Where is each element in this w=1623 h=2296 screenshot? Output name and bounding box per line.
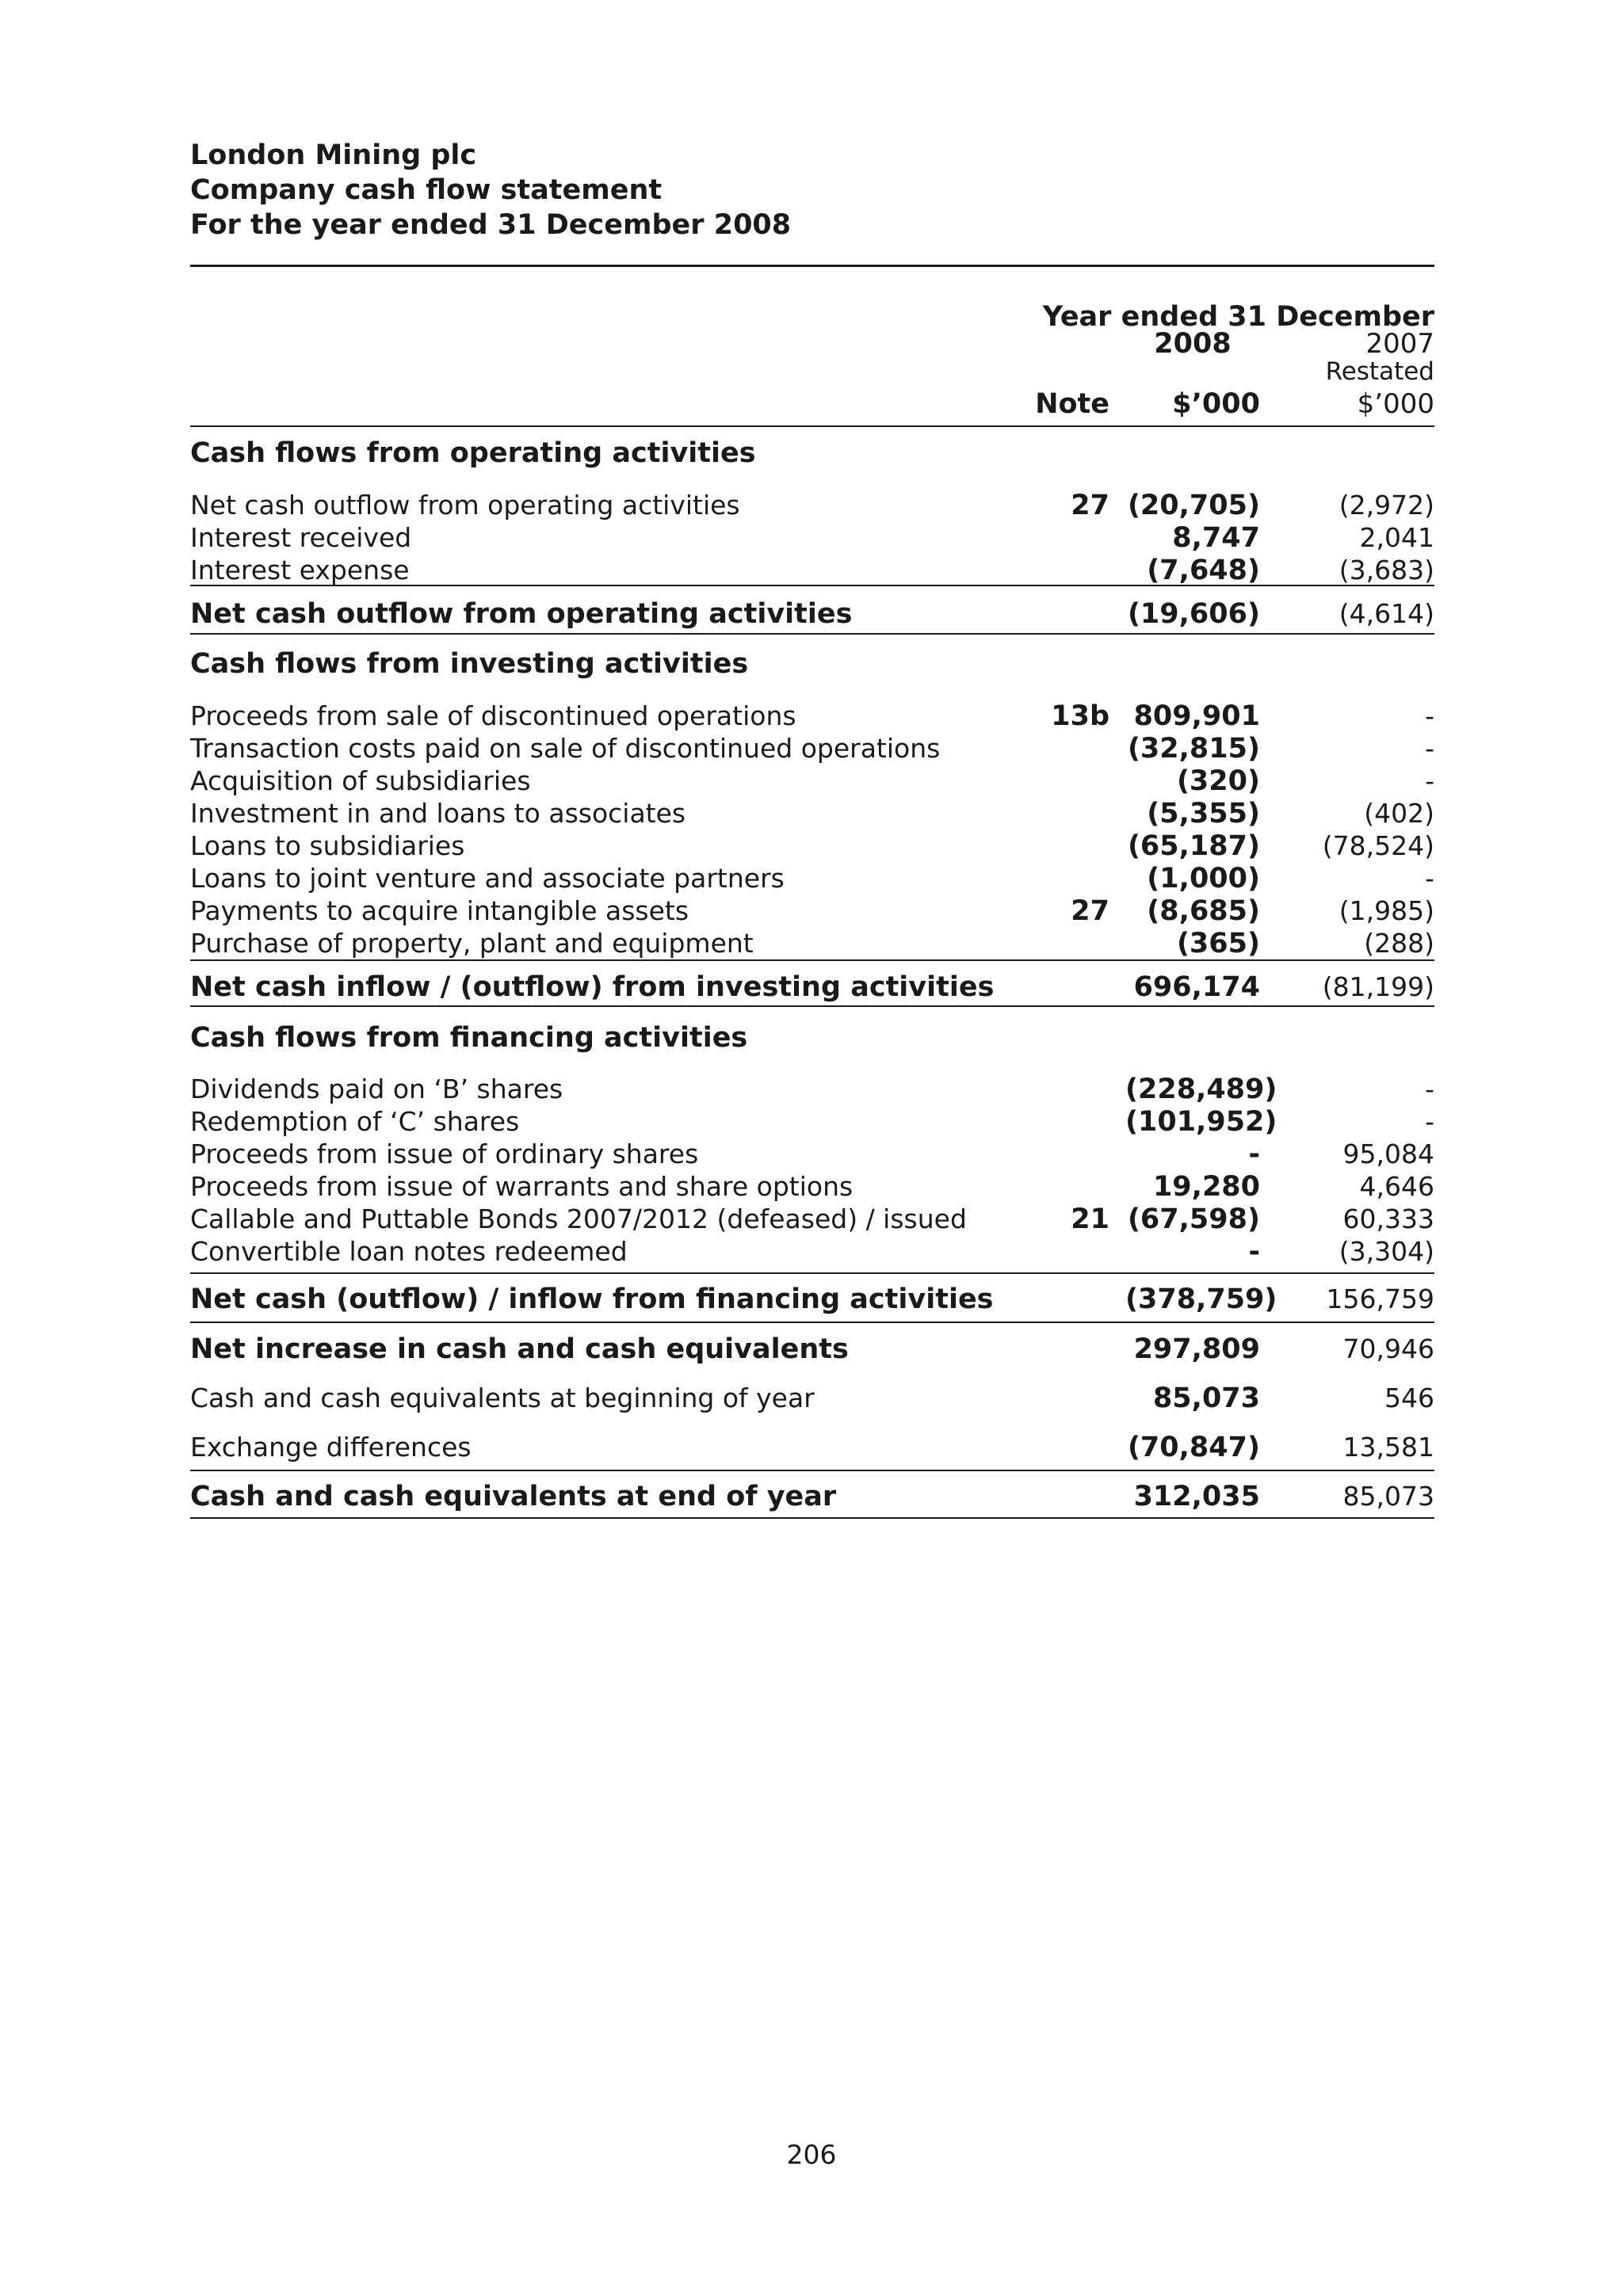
- value-2007: (402): [1364, 798, 1434, 829]
- table-row: [190, 554, 1442, 587]
- section-heading-row: [190, 1021, 1442, 1055]
- value-2008: (65,187): [1127, 830, 1260, 862]
- row-label: Cash flows from financing activities: [190, 1022, 748, 1054]
- row-label: Cash flows from operating activities: [190, 437, 756, 469]
- row-label: Dividends paid on ‘B’ shares: [190, 1074, 563, 1104]
- section-heading-row: [190, 647, 1442, 681]
- value-2007: (2,972): [1338, 490, 1434, 521]
- row-label: Cash and cash equivalents at beginning of year: [190, 1383, 815, 1413]
- note-heading: Note: [1035, 388, 1109, 420]
- value-2007: 95,084: [1342, 1138, 1434, 1169]
- value-2007: 156,759: [1326, 1283, 1434, 1314]
- page-number: 206: [786, 2139, 837, 2170]
- value-2007: 2,041: [1359, 522, 1434, 553]
- row-label: Convertible loan notes redeemed: [190, 1236, 628, 1267]
- row-label: Loans to joint venture and associate partners: [190, 863, 785, 894]
- value-2007: -: [1425, 700, 1434, 731]
- row-divider: [190, 585, 1434, 586]
- value-2007: 4,646: [1359, 1171, 1434, 1202]
- value-2008: 19,280: [1152, 1171, 1260, 1203]
- row-note: 13b: [1051, 700, 1109, 732]
- value-2008: (228,489): [1125, 1074, 1277, 1105]
- row-label: Cash and cash equivalents at end of year: [190, 1481, 837, 1512]
- value-2007: (3,304): [1338, 1236, 1434, 1267]
- table-row: [190, 1382, 1442, 1415]
- table-row: [190, 862, 1442, 895]
- value-2008: (20,705): [1127, 490, 1260, 521]
- row-label: Interest received: [190, 522, 412, 553]
- unit-current-heading: $’000: [1172, 388, 1260, 420]
- row-label: Loans to subsidiaries: [190, 830, 465, 861]
- row-divider: [190, 1470, 1434, 1471]
- row-divider: [190, 959, 1434, 961]
- value-2007: -: [1425, 1106, 1434, 1137]
- value-2008: (19,606): [1127, 598, 1260, 630]
- table-row: [190, 894, 1442, 928]
- row-label: Net cash inflow / (outflow) from investing activities: [190, 971, 995, 1003]
- statement-title: Company cash flow statement: [190, 174, 663, 206]
- table-row: [190, 489, 1442, 522]
- row-label: Cash flows from investing activities: [190, 648, 749, 680]
- value-2007: -: [1425, 733, 1434, 764]
- row-label: Proceeds from issue of warrants and share options: [190, 1171, 854, 1202]
- header-divider: [190, 265, 1434, 267]
- row-label: Net cash outflow from operating activities: [190, 490, 740, 521]
- row-divider: [190, 1517, 1434, 1519]
- value-2007: 13,581: [1342, 1432, 1434, 1463]
- row-divider: [190, 633, 1434, 635]
- row-note: 21: [1071, 1203, 1109, 1235]
- value-2007: -: [1425, 1074, 1434, 1104]
- value-2008: 809,901: [1133, 700, 1260, 732]
- table-row: [190, 521, 1442, 555]
- row-label: Investment in and loans to associates: [190, 798, 686, 829]
- value-2007: 70,946: [1342, 1333, 1434, 1364]
- table-row: [190, 1203, 1442, 1236]
- statement-header: [190, 138, 791, 242]
- year-prior-heading: 2007: [1365, 328, 1434, 360]
- value-2008: (67,598): [1127, 1203, 1260, 1235]
- value-2008: (8,685): [1147, 895, 1260, 927]
- row-label: Net cash (outflow) / inflow from financing activities: [190, 1283, 994, 1315]
- table-row: [190, 1105, 1442, 1138]
- value-2008: (32,815): [1127, 733, 1260, 765]
- table-row: [190, 765, 1442, 798]
- value-2008: 297,809: [1133, 1333, 1260, 1365]
- table-row: [190, 700, 1442, 733]
- value-2008: -: [1248, 1138, 1260, 1170]
- value-2008: (5,355): [1147, 798, 1260, 830]
- value-2007: -: [1425, 863, 1434, 894]
- row-label: Proceeds from issue of ordinary shares: [190, 1138, 699, 1169]
- value-2007: 85,073: [1342, 1481, 1434, 1512]
- row-divider: [190, 1322, 1434, 1323]
- table-row: [190, 797, 1442, 830]
- table-row: [190, 927, 1442, 960]
- total-row: [190, 597, 1442, 631]
- row-label: Redemption of ‘C’ shares: [190, 1106, 520, 1137]
- row-label: Purchase of property, plant and equipment: [190, 928, 754, 959]
- year-current-heading: 2008: [1154, 328, 1232, 360]
- row-label: Net cash outflow from operating activities: [190, 598, 853, 630]
- value-2008: (365): [1176, 928, 1260, 959]
- statement-period: For the year ended 31 December 2008: [190, 209, 792, 241]
- table-row: [190, 732, 1442, 765]
- row-label: Net increase in cash and cash equivalents: [190, 1333, 849, 1365]
- row-divider: [190, 1005, 1434, 1007]
- row-label: Interest expense: [190, 555, 410, 585]
- table-row: [190, 1170, 1442, 1203]
- total-row: [190, 1283, 1442, 1316]
- row-note: 27: [1071, 490, 1109, 521]
- value-2008: 85,073: [1152, 1383, 1260, 1414]
- value-2008: 312,035: [1133, 1481, 1260, 1512]
- row-label: Exchange differences: [190, 1432, 472, 1463]
- value-2008: (7,648): [1147, 555, 1260, 586]
- row-label: Acquisition of subsidiaries: [190, 765, 531, 796]
- table-row: [190, 1073, 1442, 1106]
- table-row: [190, 830, 1442, 863]
- total-row: [190, 1480, 1442, 1513]
- section-heading-row: [190, 437, 1442, 470]
- value-2007: (78,524): [1322, 830, 1434, 861]
- row-label: Transaction costs paid on sale of discontinued operations: [190, 733, 941, 764]
- table-row: [190, 1431, 1442, 1464]
- value-2008: 696,174: [1133, 971, 1260, 1003]
- value-2008: (1,000): [1147, 863, 1260, 894]
- row-label: Callable and Puttable Bonds 2007/2012 (defeased) / issued: [190, 1203, 967, 1234]
- table-row: [190, 1138, 1442, 1171]
- value-2008: -: [1248, 1236, 1260, 1268]
- value-2007: (4,614): [1338, 598, 1434, 629]
- unit-prior-heading: $’000: [1357, 388, 1434, 420]
- total-row: [190, 971, 1442, 1004]
- row-note: 27: [1071, 895, 1109, 927]
- value-2008: (70,847): [1127, 1432, 1260, 1463]
- row-divider: [190, 1272, 1434, 1274]
- restated-label: Restated: [1325, 357, 1434, 386]
- value-2007: (1,985): [1338, 895, 1434, 926]
- value-2007: (81,199): [1322, 971, 1434, 1002]
- value-2007: (3,683): [1338, 555, 1434, 585]
- value-2008: 8,747: [1172, 522, 1260, 554]
- value-2007: 546: [1384, 1383, 1434, 1413]
- value-2008: (378,759): [1125, 1283, 1277, 1315]
- table-row: [190, 1235, 1442, 1268]
- value-2007: 60,333: [1342, 1203, 1434, 1234]
- value-2008: (101,952): [1125, 1106, 1277, 1138]
- value-2007: -: [1425, 765, 1434, 796]
- row-label: Payments to acquire intangible assets: [190, 895, 689, 926]
- value-2008: (320): [1176, 765, 1260, 797]
- value-2007: (288): [1364, 928, 1434, 959]
- total-row: [190, 1333, 1442, 1366]
- row-label: Proceeds from sale of discontinued operations: [190, 700, 796, 731]
- company-name: London Mining plc: [190, 139, 477, 171]
- period-heading: Year ended 31 December: [1042, 301, 1434, 333]
- column-heading-divider: [190, 425, 1434, 427]
